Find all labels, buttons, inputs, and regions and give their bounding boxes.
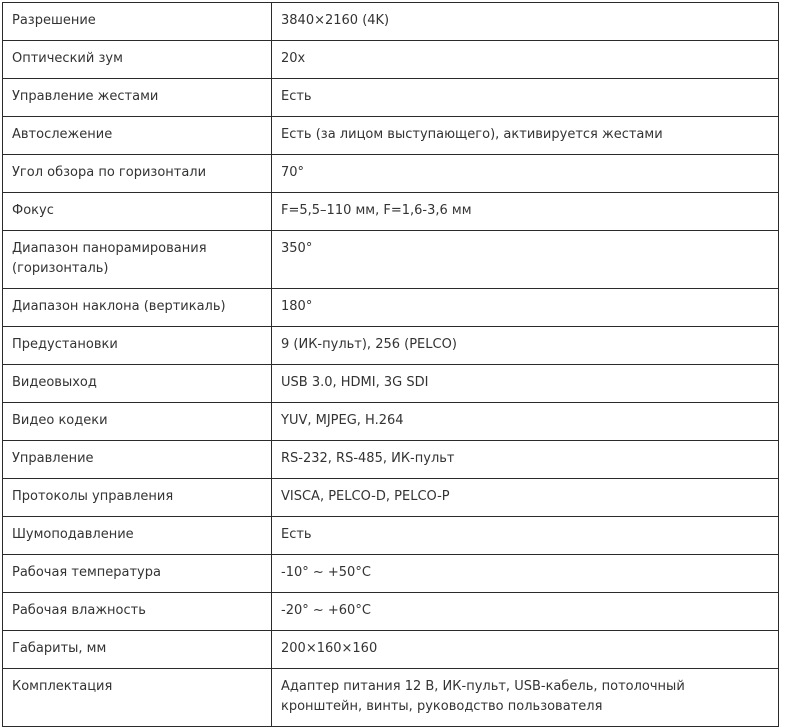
spec-value: 70° xyxy=(272,155,779,193)
spec-value: Есть xyxy=(272,517,779,555)
spec-value: 200×160×160 xyxy=(272,631,779,669)
spec-row-control xyxy=(3,441,779,479)
specifications-table xyxy=(2,2,779,727)
spec-row-gesture-control xyxy=(3,79,779,117)
spec-label: Управление xyxy=(3,441,272,479)
spec-row-resolution xyxy=(3,3,779,41)
spec-label: Шумоподавление xyxy=(3,517,272,555)
spec-label: Управление жестами xyxy=(3,79,272,117)
spec-value: F=5,5–110 мм, F=1,6-3,6 мм xyxy=(272,193,779,231)
spec-row-focus xyxy=(3,193,779,231)
spec-label: Автослежение xyxy=(3,117,272,155)
spec-row-package-contents xyxy=(3,669,779,727)
spec-value: VISCA, PELCO-D, PELCO-P xyxy=(272,479,779,517)
spec-row-dimensions xyxy=(3,631,779,669)
spec-row-video-codecs xyxy=(3,403,779,441)
spec-row-noise-reduction xyxy=(3,517,779,555)
spec-value: 350° xyxy=(272,231,779,289)
spec-label: Оптический зум xyxy=(3,41,272,79)
spec-row-operating-temperature xyxy=(3,555,779,593)
spec-value: Адаптер питания 12 В, ИК-пульт, USB-кабель, потолочный кронштейн, винты, руководство пользователя xyxy=(272,669,779,727)
spec-label: Рабочая влажность xyxy=(3,593,272,631)
spec-value: Есть (за лицом выступающего), активируется жестами xyxy=(272,117,779,155)
spec-value: 9 (ИК-пульт), 256 (PELCO) xyxy=(272,327,779,365)
spec-label: Комплектация xyxy=(3,669,272,727)
spec-label: Фокус xyxy=(3,193,272,231)
spec-label: Видео кодеки xyxy=(3,403,272,441)
specifications-table-body xyxy=(3,3,779,727)
spec-row-control-protocols xyxy=(3,479,779,517)
spec-row-horizontal-fov xyxy=(3,155,779,193)
spec-value: -10° ~ +50°C xyxy=(272,555,779,593)
spec-label: Предустановки xyxy=(3,327,272,365)
spec-row-auto-tracking xyxy=(3,117,779,155)
spec-value: 20x xyxy=(272,41,779,79)
spec-label: Рабочая температура xyxy=(3,555,272,593)
spec-label: Видеовыход xyxy=(3,365,272,403)
spec-label: Габариты, мм xyxy=(3,631,272,669)
spec-row-video-output xyxy=(3,365,779,403)
spec-value: 180° xyxy=(272,289,779,327)
spec-row-operating-humidity xyxy=(3,593,779,631)
spec-row-presets xyxy=(3,327,779,365)
spec-value: RS-232, RS-485, ИК-пульт xyxy=(272,441,779,479)
spec-label: Диапазон наклона (вертикаль) xyxy=(3,289,272,327)
spec-value: 3840×2160 (4K) xyxy=(272,3,779,41)
spec-row-pan-range xyxy=(3,231,779,289)
spec-value: Есть xyxy=(272,79,779,117)
spec-label: Протоколы управления xyxy=(3,479,272,517)
spec-label: Угол обзора по горизонтали xyxy=(3,155,272,193)
spec-label: Диапазон панорамирования (горизонталь) xyxy=(3,231,272,289)
spec-label: Разрешение xyxy=(3,3,272,41)
spec-value: USB 3.0, HDMI, 3G SDI xyxy=(272,365,779,403)
spec-row-optical-zoom xyxy=(3,41,779,79)
spec-row-tilt-range xyxy=(3,289,779,327)
spec-value: -20° ~ +60°C xyxy=(272,593,779,631)
spec-value: YUV, MJPEG, H.264 xyxy=(272,403,779,441)
